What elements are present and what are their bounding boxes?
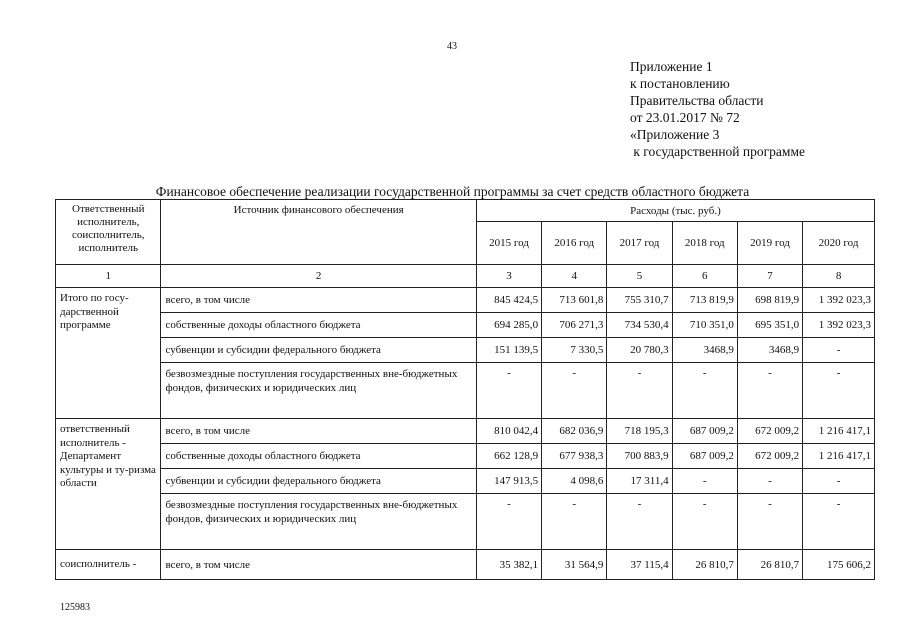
value-cell: 3468,9 [737,338,802,363]
value-cell: 7 330,5 [542,338,607,363]
header-year: 2018 год [672,222,737,265]
value-cell: 734 530,4 [607,313,672,338]
financing-table [55,199,875,580]
value-cell: 710 351,0 [672,313,737,338]
page-number: 43 [447,41,457,52]
column-number: 1 [56,265,161,288]
header-executor: Ответственный исполнитель, соисполнитель, исполнитель [56,200,161,265]
value-cell: - [542,363,607,419]
value-cell: - [803,363,875,419]
header-year: 2020 год [803,222,875,265]
column-number: 7 [737,265,802,288]
source-cell: безвозмездные поступления государственных вне-бюджетных фондов, физических и юридических лиц [161,363,476,419]
table-row [56,313,875,338]
value-cell: - [672,494,737,550]
header-row [56,200,875,222]
column-number: 5 [607,265,672,288]
value-cell: 1 216 417,1 [803,419,875,444]
header-source: Источник финансового обеспечения [161,200,476,265]
value-cell: - [737,494,802,550]
column-number-row [56,265,875,288]
value-cell: - [672,469,737,494]
value-cell: - [803,494,875,550]
executor-cell: ответственный исполнитель - Департамент культуры и ту-ризма области [56,419,161,550]
appendix-header [630,58,805,160]
table-row [56,363,875,419]
value-cell: - [803,338,875,363]
value-cell: 677 938,3 [542,444,607,469]
value-cell: - [476,494,541,550]
table-row [56,494,875,550]
value-cell: 810 042,4 [476,419,541,444]
value-cell: 713 819,9 [672,288,737,313]
document-code: 125983 [60,602,90,613]
table-row [56,288,875,313]
appendix-line: «Приложение 3 [630,127,720,142]
value-cell: - [607,363,672,419]
value-cell: 151 139,5 [476,338,541,363]
value-cell: - [476,363,541,419]
source-cell: всего, в том числе [161,288,476,313]
header-expenses: Расходы (тыс. руб.) [476,200,874,222]
source-cell: всего, в том числе [161,419,476,444]
value-cell: 31 564,9 [542,550,607,580]
value-cell: 700 883,9 [607,444,672,469]
table-row [56,444,875,469]
value-cell: 26 810,7 [737,550,802,580]
value-cell: 672 009,2 [737,419,802,444]
header-year: 2015 год [476,222,541,265]
value-cell: 687 009,2 [672,419,737,444]
value-cell: 1 392 023,3 [803,288,875,313]
source-cell: всего, в том числе [161,550,476,580]
appendix-line: Правительства области [630,93,764,108]
header-year: 2016 год [542,222,607,265]
value-cell: 20 780,3 [607,338,672,363]
value-cell: 682 036,9 [542,419,607,444]
value-cell: 662 128,9 [476,444,541,469]
table-title: Финансовое обеспечение реализации государственной программы за счет средств областного бюджета [155,184,750,199]
source-cell: собственные доходы областного бюджета [161,444,476,469]
value-cell: 694 285,0 [476,313,541,338]
value-cell: 755 310,7 [607,288,672,313]
value-cell: 37 115,4 [607,550,672,580]
value-cell: 17 311,4 [607,469,672,494]
value-cell: 147 913,5 [476,469,541,494]
value-cell: 1 216 417,1 [803,444,875,469]
header-year: 2019 год [737,222,802,265]
column-number: 6 [672,265,737,288]
table-row [56,550,875,580]
source-cell: субвенции и субсидии федерального бюджета [161,338,476,363]
appendix-line: от 23.01.2017 № 72 [630,110,740,125]
executor-cell: соисполнитель - [56,550,161,580]
value-cell: 4 098,6 [542,469,607,494]
executor-cell: Итого по госу-дарственной программе [56,288,161,419]
value-cell: 3468,9 [672,338,737,363]
value-cell: 175 606,2 [803,550,875,580]
value-cell: 35 382,1 [476,550,541,580]
value-cell: 26 810,7 [672,550,737,580]
value-cell: 698 819,9 [737,288,802,313]
value-cell: 695 351,0 [737,313,802,338]
appendix-line: к государственной программе [630,144,805,159]
value-cell: - [672,363,737,419]
source-cell: субвенции и субсидии федерального бюджета [161,469,476,494]
table-row [56,338,875,363]
column-number: 2 [161,265,476,288]
column-number: 3 [476,265,541,288]
value-cell: 1 392 023,3 [803,313,875,338]
value-cell: 687 009,2 [672,444,737,469]
appendix-line: Приложение 1 [630,59,713,74]
header-year: 2017 год [607,222,672,265]
value-cell: 713 601,8 [542,288,607,313]
value-cell: 706 271,3 [542,313,607,338]
value-cell: 672 009,2 [737,444,802,469]
source-cell: собственные доходы областного бюджета [161,313,476,338]
column-number: 4 [542,265,607,288]
value-cell: - [542,494,607,550]
appendix-line: к постановлению [630,76,730,91]
source-cell: безвозмездные поступления государственных вне-бюджетных фондов, физических и юридических лиц [161,494,476,550]
value-cell: - [737,469,802,494]
value-cell: 718 195,3 [607,419,672,444]
value-cell: 845 424,5 [476,288,541,313]
table-row [56,419,875,444]
value-cell: - [607,494,672,550]
value-cell: - [803,469,875,494]
column-number: 8 [803,265,875,288]
value-cell: - [737,363,802,419]
table-row [56,469,875,494]
